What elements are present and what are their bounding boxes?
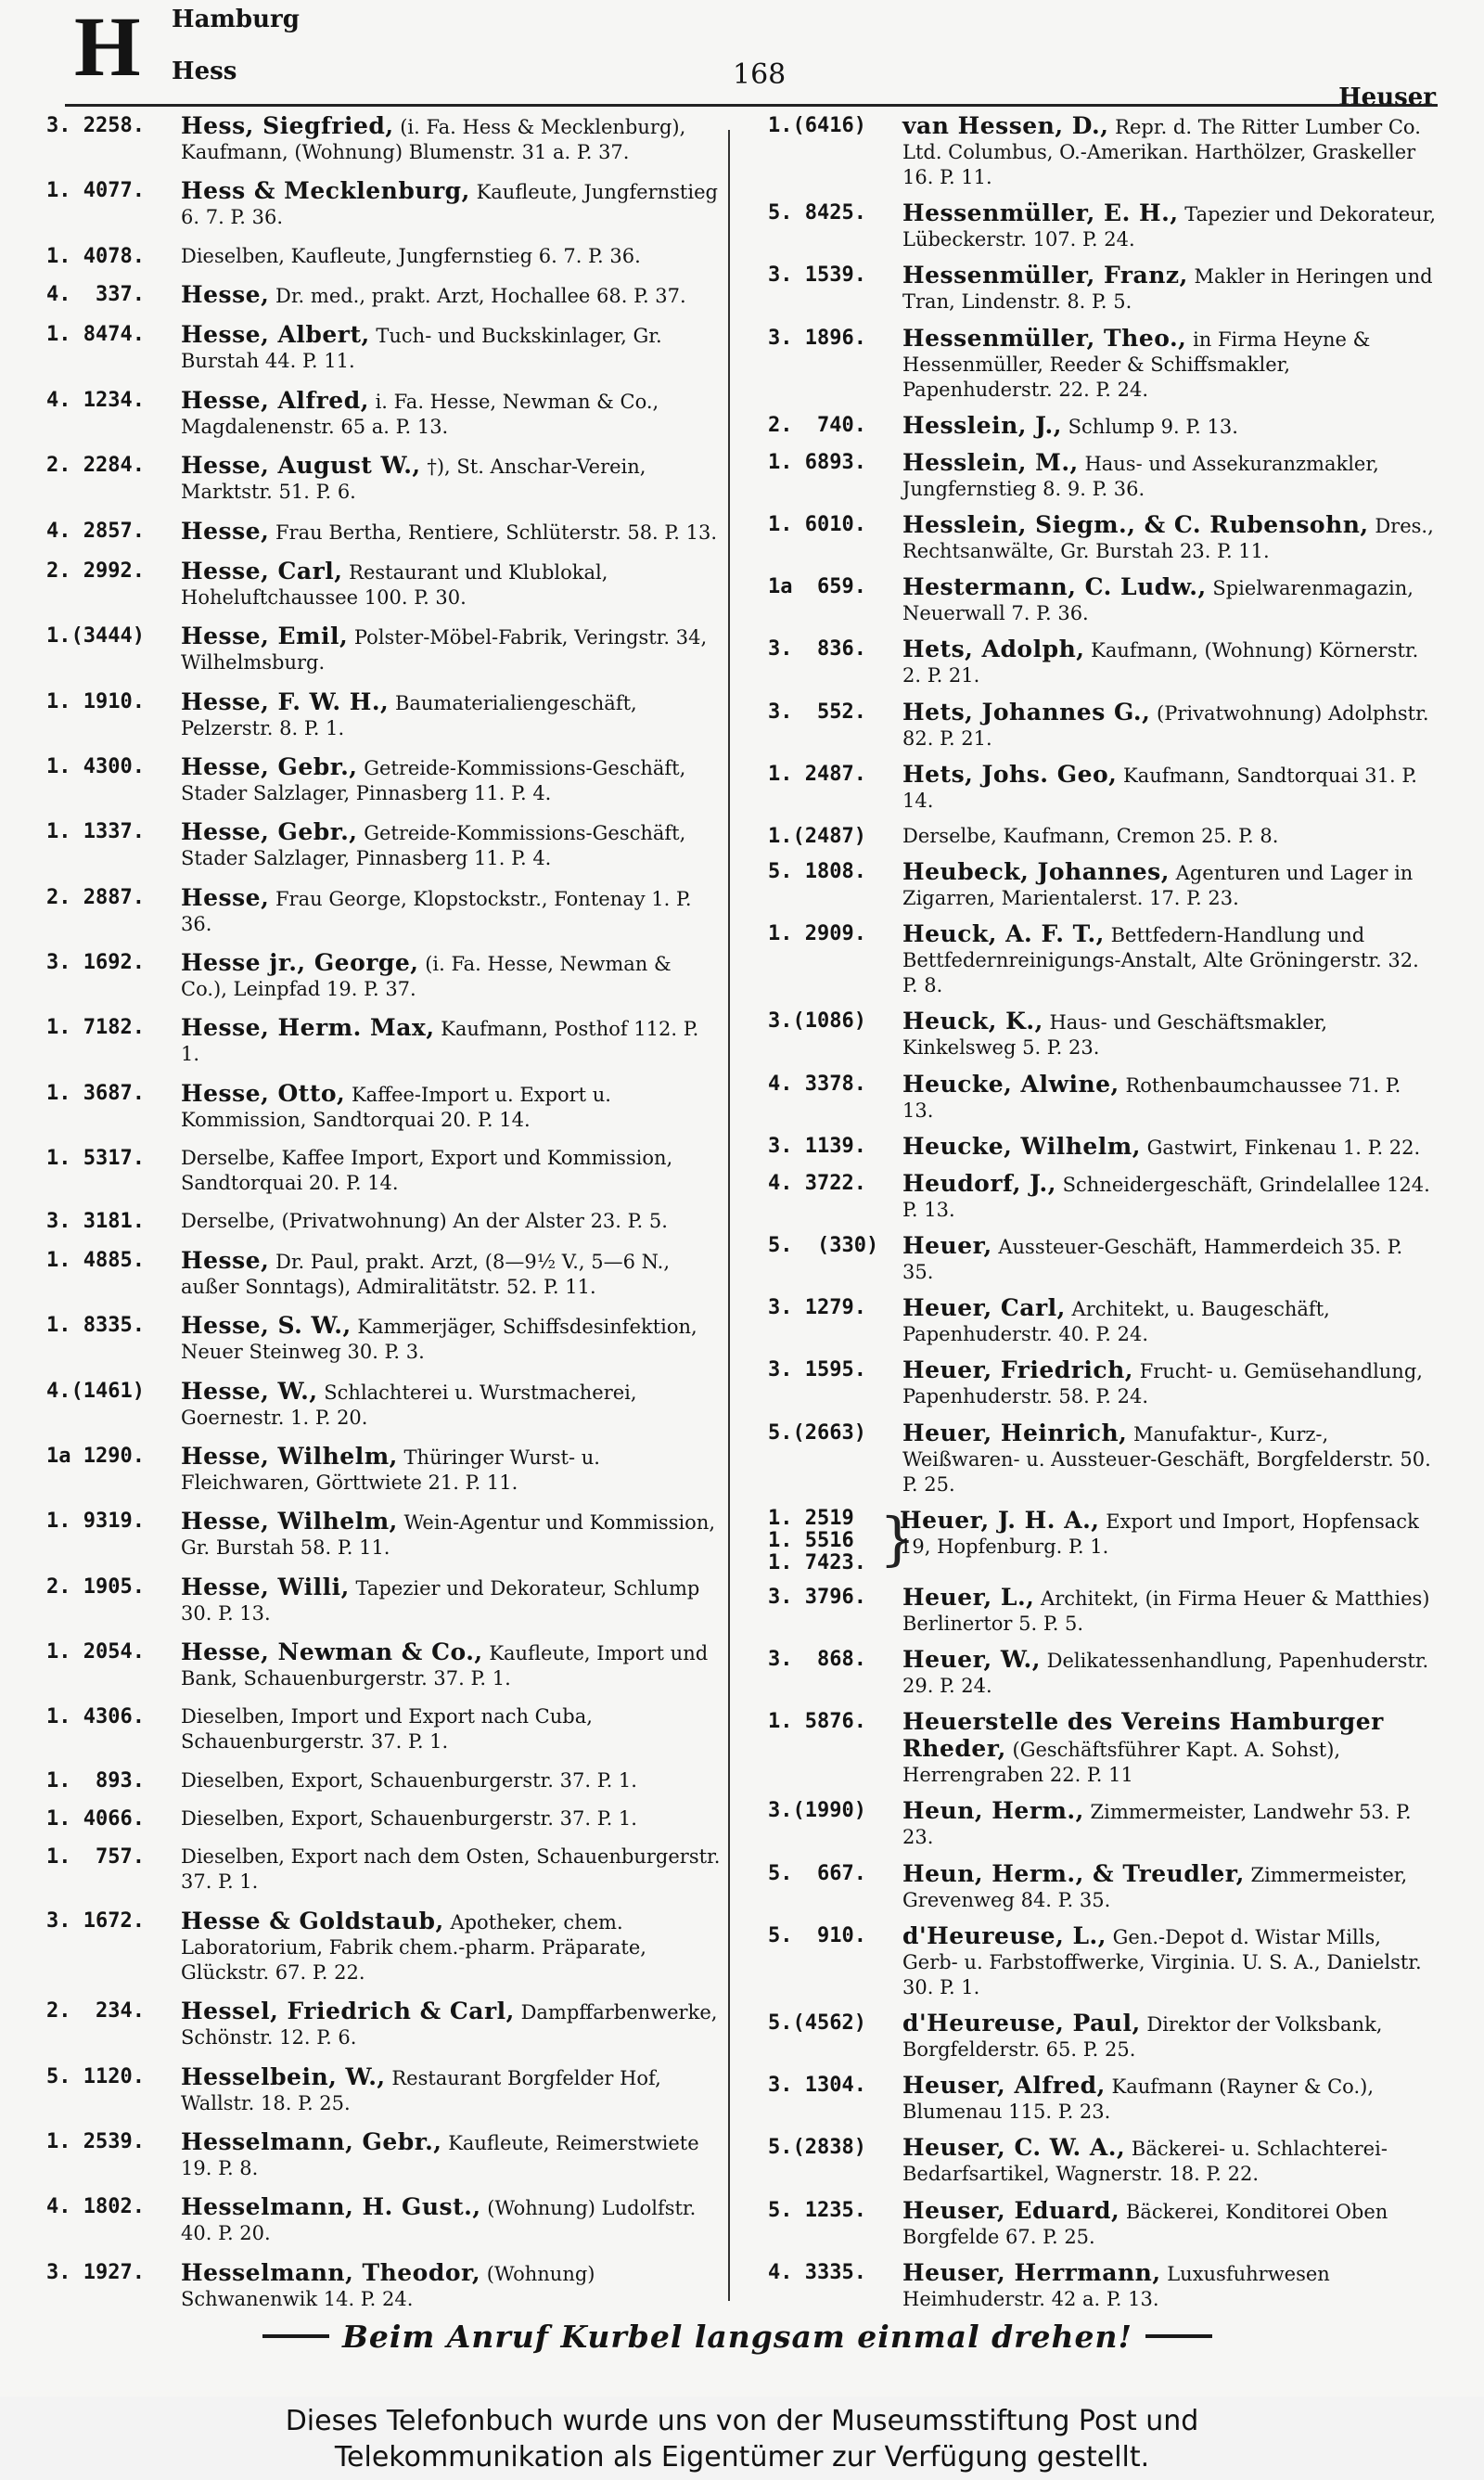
phone-number: 2. 2887. <box>46 885 145 909</box>
entry-text: Gastwirt, Finkenau 1. P. 22. <box>1146 1136 1421 1159</box>
entry-text: Bettfedern-Handlung und Bettfedernreinigungs-Anstalt, Alte Gröningerstr. 32. P. 8. <box>902 924 1419 997</box>
phone-number: 3. 1304. <box>768 2074 866 2098</box>
entry-name: Hets, Johannes G., <box>902 698 1151 726</box>
phone-number: 1. 4066. <box>46 1807 145 1831</box>
city-heading: Hamburg <box>172 6 300 33</box>
entry-name: Hesselmann, Gebr., <box>181 2127 442 2155</box>
entry-name: Hesselbein, W., <box>181 2062 386 2090</box>
entry-text: Dieselben, Import und Export nach Cuba, Schauenburgerstr. 37. P. 1. <box>181 1705 593 1754</box>
entry-text: Schlump 9. P. 13. <box>1068 415 1238 438</box>
phone-number: 3. 1672. <box>46 1908 145 1933</box>
entry-text: in Firma Heyne & Hessenmüller, Reeder & Schiffsmakler, Papenhuderstr. 22. P. 24. <box>902 328 1371 401</box>
phone-number: 4. 337. <box>46 283 145 307</box>
entry-text: Derselbe, Kaffee Import, Export und Kommission, Sandtorquai 20. P. 14. <box>181 1147 673 1195</box>
entry-name: Hets, Adolph, <box>902 636 1085 663</box>
credit-line: Dieses Telefonbuch wurde uns von der Museumsstiftung Post und <box>285 2405 1199 2437</box>
entry-name: Heuer, L., <box>902 1583 1035 1611</box>
phone-number: 5. 910. <box>768 1923 866 1947</box>
entry-text: Agenturen und Lager in Zigarren, Marientalerst. 17. P. 23. <box>902 862 1414 910</box>
phone-number: 3.(1990) <box>768 1799 866 1823</box>
entry-text: (i. Fa. Hess & Mecklenburg), Kaufmann, (Wohnung) Blumenstr. 31 a. P. 37. <box>181 116 686 163</box>
phone-number: 2. 234. <box>46 1999 145 2024</box>
directory-entry <box>46 113 722 165</box>
entry-text: Getreide-Kommissions-Geschäft, Stader Salzlager, Pinnasberg 11. P. 4. <box>181 822 686 870</box>
credit-banner <box>0 2396 1484 2480</box>
directory-entry <box>46 2260 722 2312</box>
directory-entry <box>768 200 1438 252</box>
entry-text: Repr. d. The Ritter Lumber Co. Ltd. Columbus, O.-Amerikan. Harthölzer, Graskeller 16. P. 11. <box>902 116 1421 188</box>
phone-number: 4. 3335. <box>768 2260 866 2284</box>
entry-text: Manufaktur-, Kurz-, Weißwaren- u. Aussteuer-Geschäft, Borgfelderstr. 50. P. 25. <box>902 1422 1431 1496</box>
entry-text: Frucht- u. Gemüsehandlung, Papenhuderstr. 58. P. 24. <box>902 1360 1423 1408</box>
entry-name: Hess, Siegfried, <box>181 112 394 139</box>
directory-entry <box>768 1233 1438 1285</box>
directory-entry <box>46 1379 722 1431</box>
entry-text: Polster-Möbel-Fabrik, Veringstr. 34, Wilhelmsburg. <box>181 626 708 675</box>
grouped-entry-numbers <box>768 1508 879 1574</box>
phone-number: 3. 3796. <box>768 1585 866 1609</box>
entry-text: Tapezier und Dekorateur, Schlump 30. P. 13. <box>181 1576 700 1625</box>
phone-number: 1a 1290. <box>46 1444 145 1468</box>
entry-text: Makler in Heringen und Tran, Lindenstr. 8. P. 5. <box>902 265 1433 314</box>
column-divider <box>728 130 730 2301</box>
phone-number: 1. 2054. <box>46 1639 145 1664</box>
entry-name: d'Heureuse, Paul, <box>902 2009 1141 2037</box>
entry-name: Heuer, Friedrich, <box>902 1356 1134 1384</box>
entry-name: Hesse, Wilhelm, <box>181 1508 398 1536</box>
entry-name: Hesse, Gebr., <box>181 752 358 780</box>
directory-entry <box>46 559 722 610</box>
directory-entry <box>768 1072 1438 1124</box>
entry-text: Schlachterei u. Wurstmacherei, Goernestr. 1. P. 20. <box>181 1381 637 1429</box>
entry-name: Heuck, A. F. T., <box>902 920 1105 948</box>
entry-text: Thüringer Wurst- u. Fleichwaren, Görttwiete 21. P. 11. <box>181 1446 600 1494</box>
entry-name: Hesse, <box>181 517 270 545</box>
entry-text: Kammerjäger, Schiffsdesinfektion, Neuer Steinweg 30. P. 3. <box>181 1316 697 1364</box>
entry-text: Baumaterialiengeschäft, Pelzerstr. 8. P. 1. <box>181 691 637 739</box>
directory-entry <box>768 2260 1438 2312</box>
directory-entry <box>46 950 722 1002</box>
entry-name: Hesse, S. W., <box>181 1312 352 1340</box>
entry-name: Heuser, C. W. A., <box>902 2134 1126 2162</box>
entry-text: Frau Bertha, Rentiere, Schlüterstr. 58. P. 13. <box>275 520 718 544</box>
directory-entry <box>46 244 722 269</box>
directory-entry <box>768 1134 1438 1161</box>
phone-number: 3. 1595. <box>768 1358 866 1382</box>
phone-number: 1. 6893. <box>768 450 866 474</box>
entry-text: Dieselben, Export, Schauenburgerstr. 37. P. 1. <box>181 1768 637 1792</box>
section-letter: H <box>74 0 139 94</box>
phone-number: 1. 9319. <box>46 1510 145 1534</box>
phone-number: 4. 1802. <box>46 2195 145 2219</box>
directory-entry <box>768 113 1438 190</box>
directory-entry <box>46 282 722 309</box>
phone-number: 1. 2519 <box>768 1506 854 1530</box>
phone-number: 1.(2487) <box>768 824 866 848</box>
entry-text: Kaufleute, Import und Bank, Schauenburgerstr. 37. P. 1. <box>181 1641 709 1690</box>
phone-number: 1.(6416) <box>768 114 866 137</box>
phone-number: 1. 6010. <box>768 513 866 537</box>
directory-entry <box>46 1313 722 1365</box>
entry-text: Kaffee-Import u. Export u. Kommission, Sandtorquai 20. P. 14. <box>181 1083 611 1131</box>
entry-name: Heudorf, J., <box>902 1169 1056 1197</box>
directory-entry <box>768 512 1438 564</box>
entry-name: Hesse, F. W. H., <box>181 687 390 715</box>
phone-number: 3. 1139. <box>768 1134 866 1158</box>
directory-entry <box>768 326 1438 403</box>
entry-text: Kaufleute, Reimerstwiete 19. P. 8. <box>181 2131 699 2179</box>
entry-name: Hets, Johs. Geo, <box>902 760 1118 788</box>
entry-name: Hesselmann, Theodor, <box>181 2258 481 2286</box>
right-column <box>768 113 1438 2312</box>
entry-text: Spielwarenmagazin, Neuerwall 7. P. 36. <box>902 577 1414 625</box>
phone-number: 4.(1461) <box>46 1379 145 1403</box>
entry-name: Hess & Mecklenburg, <box>181 177 470 205</box>
phone-number: 1. 3687. <box>46 1081 145 1105</box>
entry-text: Zimmermeister, Grevenweg 84. P. 35. <box>902 1863 1408 1911</box>
entry-name: Heuer, <box>902 1232 992 1260</box>
directory-entry <box>46 1639 722 1691</box>
directory-entry <box>768 2135 1438 2187</box>
directory-entry <box>768 824 1438 849</box>
phone-number: 3.(1086) <box>768 1009 866 1034</box>
directory-entry <box>768 1420 1438 1497</box>
directory-entry <box>46 388 722 440</box>
directory-entry <box>768 574 1438 626</box>
entry-text: Luxusfuhrwesen Heimhuderstr. 42 a. P. 13. <box>902 2262 1330 2310</box>
directory-entry <box>768 2198 1438 2250</box>
entry-name: Heuer, Carl, <box>902 1294 1066 1322</box>
phone-number: 2. 2284. <box>46 454 145 478</box>
phone-number: 2. 1905. <box>46 1574 145 1599</box>
entry-name: Heucke, Alwine, <box>902 1070 1119 1098</box>
entry-text: Kaufmann, Sandtorquai 31. P. 14. <box>902 764 1417 812</box>
phone-number: 1. 7423. <box>768 1550 866 1574</box>
entry-name: Heuer, W., <box>902 1646 1041 1674</box>
phone-number: 1a 659. <box>768 575 866 599</box>
entry-text: Kaufmann, (Wohnung) Körnerstr. 2. P. 21. <box>902 639 1419 687</box>
phone-number: 5. 1120. <box>46 2064 145 2088</box>
entry-text: Wein-Agentur und Kommission, Gr. Burstah 58. P. 11. <box>181 1511 716 1560</box>
phone-number: 1. 4306. <box>46 1705 145 1729</box>
phone-number: 5.(4562) <box>768 2011 866 2035</box>
phone-number: 1. 4077. <box>46 179 145 203</box>
phone-number: 1. 893. <box>46 1768 145 1793</box>
directory-entry <box>46 1704 722 1754</box>
entry-text: (Wohnung) Schwanenwik 14. P. 24. <box>181 2262 595 2310</box>
entry-name: d'Heureuse, L., <box>902 1921 1107 1949</box>
entry-text: Restaurant Borgfelder Hof, Wallstr. 18. P. 25. <box>181 2066 661 2114</box>
phone-number: 3. 1896. <box>768 326 866 350</box>
entry-text: Frau George, Klopstockstr., Fontenay 1. P. 36. <box>181 887 692 935</box>
entry-text: Derselbe, (Privatwohnung) An der Alster 23. P. 5. <box>181 1210 668 1233</box>
directory-entry <box>768 263 1438 315</box>
phone-number: 3. 1692. <box>46 951 145 975</box>
entry-text: Zimmermeister, Landwehr 53. P. 23. <box>902 1801 1412 1849</box>
phone-number: 5. 8425. <box>768 201 866 225</box>
crank-instruction: Beim Anruf Kurbel langsam einmal drehen! <box>341 2318 1133 2355</box>
decorative-dash <box>1145 2334 1212 2338</box>
directory-entry <box>768 450 1438 502</box>
entry-name: Hesse, <box>181 281 270 309</box>
directory-entry <box>46 322 722 374</box>
entry-text: Gen.-Depot d. Wistar Mills, Gerb- u. Farbstoffwerke, Virginia. U. S. A., Danielstr. 30. P. 1. <box>902 1925 1422 1998</box>
entry-name: Hesselmann, H. Gust., <box>181 2193 481 2221</box>
directory-entry <box>768 1647 1438 1699</box>
entry-name: Heuser, Herrmann, <box>902 2258 1161 2286</box>
directory-entry <box>46 1844 722 1895</box>
entry-text: Tuch- und Buckskinlager, Gr. Burstah 44. P. 11. <box>181 325 662 373</box>
footer-notice <box>139 2319 1336 2353</box>
entry-text: Dampffarbenwerke, Schönstr. 12. P. 6. <box>181 2001 718 2050</box>
entry-name: Heuerstelle des Vereins Hamburger Rheder, <box>902 1708 1384 1763</box>
entry-name: Hesse, W., <box>181 1377 318 1405</box>
directory-entry <box>768 1861 1438 1913</box>
entry-text: Schneidergeschäft, Grindelallee 124. P. 13. <box>902 1173 1430 1221</box>
curly-brace: } <box>879 1504 916 1573</box>
entry-name: Heuser, Eduard, <box>902 2196 1120 2224</box>
entry-name: Hesse, Willi, <box>181 1573 350 1600</box>
phone-number: 1. 757. <box>46 1845 145 1870</box>
directory-entry <box>768 1357 1438 1409</box>
entry-name: Hesse, Emil, <box>181 623 349 650</box>
phone-number: 4. 2857. <box>46 519 145 543</box>
directory-entry <box>46 1768 722 1793</box>
entry-text: (Privatwohnung) Adolphstr. 82. P. 21. <box>902 701 1429 750</box>
phone-number: 5. 1235. <box>768 2198 866 2222</box>
phone-number: 1. 2487. <box>768 762 866 786</box>
entry-text: Derselbe, Kaufmann, Cremon 25. P. 8. <box>902 824 1279 847</box>
phone-number: 1. 1910. <box>46 689 145 713</box>
entry-name: Hesse, Carl, <box>181 557 343 585</box>
phone-number: 3. 1927. <box>46 2260 145 2284</box>
entry-name: Hessenmüller, E. H., <box>902 199 1179 227</box>
page-number: 168 <box>733 58 787 91</box>
entry-name: Hesse, Newman & Co., <box>181 1638 483 1665</box>
directory-entry <box>46 819 722 871</box>
directory-entry <box>46 1081 722 1133</box>
entry-text: Dr. med., prakt. Arzt, Hochallee 68. P. 37. <box>275 285 686 308</box>
directory-entry <box>46 2064 722 2116</box>
directory-entry <box>46 519 722 546</box>
grouped-entry <box>768 1504 1438 1574</box>
directory-entry <box>768 1923 1438 2000</box>
directory-entry <box>768 762 1438 814</box>
entry-name: Hesslein, M., <box>902 448 1079 476</box>
directory-entry <box>768 2073 1438 2125</box>
phone-number: 1. 2539. <box>46 2129 145 2153</box>
directory-entry <box>768 636 1438 688</box>
phone-number: 4. 3378. <box>768 1072 866 1096</box>
phone-number: 5. (330) <box>768 1234 879 1258</box>
entry-text: Kaufmann, Posthof 112. P. 1. <box>181 1018 699 1066</box>
phone-number: 5.(2663) <box>768 1420 866 1445</box>
entry-text: Delikatessenhandlung, Papenhuderstr. 29. P. 24. <box>902 1650 1429 1698</box>
phone-number: 2. 740. <box>768 413 866 437</box>
entry-text: Kaufmann (Rayner & Co.), Blumenau 115. P. 23. <box>902 2075 1375 2124</box>
entry-text: (Geschäftsführer Kapt. A. Sohst), Herrengraben 22. P. 11 <box>902 1739 1341 1787</box>
phone-number: 1. 4885. <box>46 1248 145 1272</box>
directory-entry <box>46 1998 722 2050</box>
directory-entry <box>46 1248 722 1300</box>
entry-text: Getreide-Kommissions-Geschäft, Stader Salzlager, Pinnasberg 11. P. 4. <box>181 756 686 804</box>
phone-number: 4. 1234. <box>46 388 145 412</box>
directory-entry <box>768 859 1438 911</box>
directory-entry <box>46 2194 722 2246</box>
directory-entry <box>768 1798 1438 1850</box>
directory-entry <box>768 1585 1438 1637</box>
entry-text: Restaurant und Klublokal, Hoheluftchaussee 100. P. 30. <box>181 560 608 609</box>
entry-name: Heuck, K., <box>902 1008 1043 1035</box>
entry-text: Bäckerei- u. Schlachterei-Bedarfsartikel, Wagnerstr. 18. P. 22. <box>902 2138 1388 2186</box>
phone-number: 5. 1808. <box>768 860 866 884</box>
entry-name: Hesse, Alfred, <box>181 386 369 414</box>
directory-entry <box>46 1209 722 1234</box>
directory-entry <box>46 1806 722 1831</box>
directory-entry <box>768 1171 1438 1223</box>
entry-text: Dres., Rechtsanwälte, Gr. Burstah 23. P. 11. <box>902 515 1434 563</box>
phone-number: 1. 8335. <box>46 1314 145 1338</box>
entry-text: Tapezier und Dekorateur, Lübeckerstr. 107. P. 24. <box>902 203 1437 251</box>
first-entry-heading: Hess <box>172 58 237 85</box>
phone-number: 1. 5317. <box>46 1147 145 1171</box>
directory-entry <box>46 1444 722 1496</box>
entry-name: Hesse, Gebr., <box>181 818 358 846</box>
entry-text: Kaufleute, Jungfernstieg 6. 7. P. 36. <box>181 181 718 229</box>
entry-text: Architekt, u. Baugeschäft, Papenhuderstr. 40. P. 24. <box>902 1298 1330 1346</box>
phone-number: 3. 3181. <box>46 1210 145 1234</box>
entry-text: Export und Import, Hopfensack 19, Hopfenburg. P. 1. <box>900 1510 1419 1558</box>
directory-entry <box>768 1295 1438 1347</box>
directory-entry <box>46 2129 722 2181</box>
phone-number: 3. 2258. <box>46 114 145 137</box>
phone-number: 3. 868. <box>768 1648 866 1672</box>
entry-name: Hesslein, Siegm., & C. Rubensohn, <box>902 511 1369 539</box>
entry-name: Hesse, August W., <box>181 452 421 480</box>
directory-entry <box>768 921 1438 998</box>
directory-entry <box>46 623 722 675</box>
entry-text: Apotheker, chem. Laboratorium, Fabrik chem.-pharm. Präparate, Glückstr. 67. P. 22. <box>181 1910 646 1984</box>
directory-entry <box>768 1009 1438 1060</box>
phone-number: 3. 836. <box>768 637 866 662</box>
directory-entry <box>46 1509 722 1561</box>
entry-text: Dieselben, Export, Schauenburgerstr. 37. P. 1. <box>181 1807 637 1831</box>
phone-number: 1. 4300. <box>46 754 145 778</box>
phone-number: 1. 5516 <box>768 1528 854 1552</box>
left-column <box>46 113 722 2312</box>
entry-text: Haus- und Assekuranzmakler, Jungfernstieg 8. 9. P. 36. <box>902 452 1379 500</box>
entry-name: Hestermann, C. Ludw., <box>902 573 1207 601</box>
directory-entry <box>46 1908 722 1985</box>
entry-name: Hesse jr., George, <box>181 949 419 977</box>
entry-name: Heuer, J. H. A., <box>900 1506 1100 1534</box>
phone-number: 5.(2838) <box>768 2136 866 2160</box>
entry-name: Hesse, Herm. Max, <box>181 1014 435 1042</box>
entry-name: Heuser, Alfred, <box>902 2072 1106 2100</box>
entry-text: i. Fa. Hesse, Newman & Co., Magdalenenstr. 65 a. P. 13. <box>181 390 659 438</box>
phone-number: 1. 1337. <box>46 820 145 844</box>
phone-number: 1.(3444) <box>46 624 145 649</box>
entry-text: (i. Fa. Hesse, Newman & Co.), Leinpfad 19. P. 37. <box>181 953 672 1001</box>
directory-entry <box>46 1574 722 1626</box>
credit-line: Telekommunikation als Eigentümer zur Verfügung gestellt. <box>334 2441 1150 2474</box>
entry-name: Heun, Herm., <box>902 1797 1084 1825</box>
entry-text: Dieselben, Kaufleute, Jungfernstieg 6. 7. P. 36. <box>181 244 641 267</box>
entry-name: Hesslein, J., <box>902 411 1062 439</box>
entry-text: Bäckerei, Konditorei Oben Borgfelde 67. P. 25. <box>902 2200 1388 2248</box>
directory-entry <box>46 754 722 806</box>
directory-entry <box>46 1146 722 1196</box>
entry-text: †), St. Anschar-Verein, Marktstr. 51. P. 6. <box>181 456 646 504</box>
directory-entry <box>768 413 1438 440</box>
directory-entry <box>46 1015 722 1067</box>
entry-text: (Wohnung) Ludolfstr. 40. P. 20. <box>181 2197 697 2245</box>
grouped-entry-body <box>900 1508 1438 1574</box>
directory-entry <box>46 689 722 741</box>
phone-number: 1. 4078. <box>46 244 145 268</box>
entry-name: Hessenmüller, Franz, <box>902 262 1188 289</box>
entry-text: Aussteuer-Geschäft, Hammerdeich 35. P. 35. <box>902 1236 1403 1284</box>
entry-text: Dieselben, Export nach dem Osten, Schauenburgerstr. 37. P. 1. <box>181 1845 721 1894</box>
directory-entry <box>768 2011 1438 2062</box>
entry-name: Heucke, Wilhelm, <box>902 1132 1141 1160</box>
entry-text: Rothenbaumchaussee 71. P. 13. <box>902 1073 1401 1122</box>
phone-number: 3. 552. <box>768 700 866 724</box>
directory-entry <box>46 885 722 937</box>
phone-number: 5. 667. <box>768 1861 866 1885</box>
entry-name: Hesse, Albert, <box>181 321 370 349</box>
phone-number: 4. 3722. <box>768 1171 866 1195</box>
entry-text: Haus- und Geschäftsmakler, Kinkelsweg 5. P. 23. <box>902 1011 1328 1060</box>
entry-text: Direktor der Volksbank, Borgfelderstr. 65. P. 25. <box>902 2012 1383 2061</box>
entry-text: Dr. Paul, prakt. Arzt, (8—9½ V., 5—6 N., außer Sonntags), Admiralitätstr. 52. P. 11. <box>181 1250 671 1298</box>
entry-name: Hesse & Goldstaub, <box>181 1907 444 1934</box>
last-entry-heading: Heuser <box>1338 84 1436 111</box>
entry-name: Heun, Herm., & Treudler, <box>902 1859 1245 1887</box>
phone-number: 2. 2992. <box>46 559 145 583</box>
phone-number: 1. 2909. <box>768 922 866 946</box>
phone-number: 1. 8474. <box>46 323 145 347</box>
directory-entry <box>768 1709 1438 1788</box>
entry-name: Hesse, Otto, <box>181 1079 346 1107</box>
entry-name: Hesse, Wilhelm, <box>181 1442 398 1470</box>
entry-name: van Hessen, D., <box>902 112 1109 139</box>
phone-number: 3. 1279. <box>768 1296 866 1320</box>
phone-number: 1. 5876. <box>768 1710 866 1734</box>
entry-name: Hesse, <box>181 883 270 911</box>
entry-name: Heubeck, Johannes, <box>902 858 1170 886</box>
entry-text: Architekt, (in Firma Heuer & Matthies) Berlinertor 5. P. 5. <box>902 1587 1430 1635</box>
directory-entry <box>46 453 722 505</box>
entry-name: Hessel, Friedrich & Carl, <box>181 1998 515 2025</box>
entry-name: Heuer, Heinrich, <box>902 1419 1128 1446</box>
phone-number: 3. 1539. <box>768 263 866 288</box>
entry-name: Hesse, <box>181 1246 270 1274</box>
directory-entry <box>46 178 722 230</box>
directory-entry <box>768 700 1438 752</box>
decorative-dash <box>262 2334 329 2338</box>
phone-number: 1. 7182. <box>46 1016 145 1040</box>
entry-name: Hessenmüller, Theo., <box>902 324 1187 352</box>
header-rule <box>65 104 1438 107</box>
